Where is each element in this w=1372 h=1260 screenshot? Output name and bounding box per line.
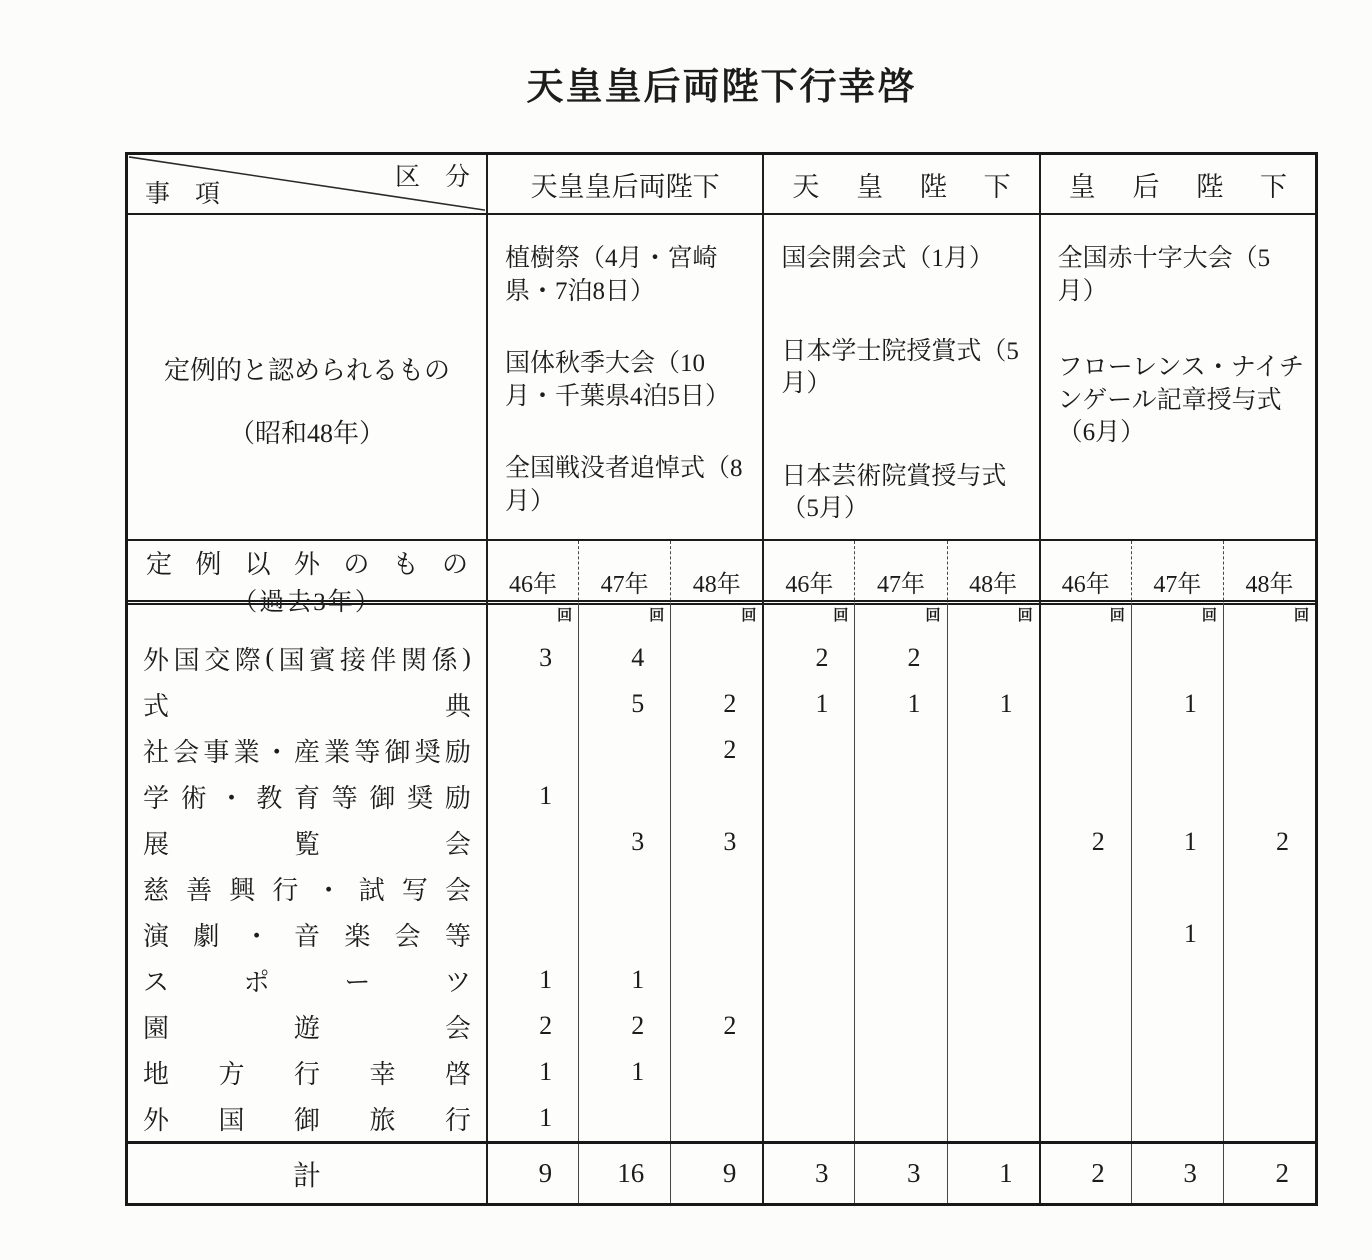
count-cell xyxy=(764,773,854,819)
diagonal-header-cell xyxy=(128,155,486,213)
count-cell: 1 xyxy=(539,1057,553,1086)
count-cell xyxy=(855,819,946,865)
count-cell xyxy=(1224,773,1315,819)
events-emperor xyxy=(762,215,1038,586)
events-both-majesties xyxy=(486,215,762,586)
row-label: 学 術 ・ 教 育 等 御 奨 励 xyxy=(143,783,471,813)
year-data-column xyxy=(854,605,946,1141)
count-cell xyxy=(764,1003,854,1049)
row-label: 演 劇 ・ 音 楽 会 等 xyxy=(143,921,471,951)
event-item: 国体秋季大会（10月・千葉県4泊5日） xyxy=(505,350,731,410)
year-data-column xyxy=(486,605,578,1141)
year-header: 48年 xyxy=(1223,541,1315,621)
count-cell xyxy=(579,727,670,773)
count-cell: 2 xyxy=(907,643,921,672)
unit-marker: 回 xyxy=(1109,608,1125,624)
nonregular-label: 定 例 以 外 の も の xyxy=(146,550,468,579)
event-item: 全国戦没者追悼式（8月） xyxy=(505,455,743,515)
unit-marker: 回 xyxy=(1017,608,1033,624)
unit-marker: 回 xyxy=(1201,608,1217,624)
imperial-visits-table xyxy=(125,152,1318,1206)
count-cell xyxy=(1041,773,1131,819)
count-cell xyxy=(948,773,1039,819)
year-header: 48年 xyxy=(947,541,1039,621)
count-cell xyxy=(1132,727,1223,773)
year-header: 48年 xyxy=(670,541,762,621)
count-cell: 1 xyxy=(1183,689,1197,718)
event-item: 植樹祭（4月・宮崎県・7泊8日） xyxy=(505,245,718,305)
count-cell xyxy=(1132,865,1223,911)
count-cell xyxy=(671,957,762,1003)
regular-events-label: 定例的と認められるもの xyxy=(163,356,450,386)
row-label: 地 方 行 幸 啓 xyxy=(143,1059,471,1089)
event-item: 国会開会式（1月） xyxy=(781,245,994,272)
unit-marker: 回 xyxy=(649,608,665,624)
totals-row xyxy=(128,1141,1315,1203)
count-cell xyxy=(855,911,946,957)
count-cell xyxy=(1224,681,1315,727)
header-item-label: 事 項 xyxy=(145,181,221,208)
header-category-label: 区 分 xyxy=(394,164,470,191)
count-cell xyxy=(671,635,762,681)
count-cell xyxy=(1132,1003,1223,1049)
count-cell xyxy=(579,865,670,911)
counts-grid xyxy=(128,605,1315,1141)
year-header: 47年 xyxy=(578,541,670,621)
count-cell xyxy=(855,773,946,819)
year-header: 46年 xyxy=(1039,541,1131,621)
events-empress xyxy=(1039,215,1315,586)
total-value: 1 xyxy=(947,1144,1039,1203)
count-cell xyxy=(948,865,1039,911)
total-value: 9 xyxy=(670,1144,762,1203)
count-cell xyxy=(948,635,1039,681)
row-label: 社 会 事 業 ・ 産 業 等 御 奨 励 xyxy=(143,737,471,767)
total-value: 16 xyxy=(578,1144,670,1203)
count-cell xyxy=(1224,635,1315,681)
count-cell xyxy=(855,1003,946,1049)
count-cell xyxy=(764,911,854,957)
count-cell xyxy=(488,819,578,865)
regular-events-row xyxy=(128,215,1315,541)
event-item: 全国赤十字大会（5月） xyxy=(1057,245,1271,305)
total-value: 9 xyxy=(486,1144,578,1203)
year-data-column xyxy=(1039,605,1131,1141)
regular-events-year: （昭和48年） xyxy=(228,419,385,449)
count-cell xyxy=(579,773,670,819)
year-data-column xyxy=(1223,605,1315,1141)
total-label: 計 xyxy=(292,1160,321,1192)
count-cell: 1 xyxy=(907,689,921,718)
total-value: 2 xyxy=(1223,1144,1315,1203)
count-cell xyxy=(671,865,762,911)
count-cell xyxy=(948,819,1039,865)
count-cell xyxy=(1224,1049,1315,1095)
count-cell xyxy=(855,727,946,773)
count-cell: 2 xyxy=(539,1011,553,1040)
row-labels-column xyxy=(128,605,486,1141)
nonregular-header-row xyxy=(128,541,1315,616)
count-cell xyxy=(1132,1095,1223,1141)
count-cell: 3 xyxy=(631,827,645,856)
count-cell xyxy=(1132,773,1223,819)
event-item: フローレンス・ナイチンゲール記章授与式（6月） xyxy=(1057,354,1305,446)
count-cell xyxy=(1132,635,1223,681)
count-cell xyxy=(1224,727,1315,773)
count-cell xyxy=(1041,911,1131,957)
count-cell xyxy=(1041,727,1131,773)
row-label: 外 国 御 旅 行 xyxy=(143,1105,471,1135)
count-cell xyxy=(855,865,946,911)
unit-row-spacer xyxy=(128,605,486,635)
count-cell xyxy=(671,773,762,819)
row-label: 園 遊 会 xyxy=(143,1013,471,1043)
count-cell xyxy=(948,957,1039,1003)
total-value: 3 xyxy=(854,1144,946,1203)
year-header: 47年 xyxy=(1131,541,1223,621)
unit-marker: 回 xyxy=(925,608,941,624)
count-cell xyxy=(948,727,1039,773)
count-cell: 3 xyxy=(723,827,737,856)
count-cell xyxy=(1224,957,1315,1003)
count-cell xyxy=(764,727,854,773)
row-label: ス ポ ー ツ xyxy=(143,967,471,997)
count-cell: 2 xyxy=(1276,827,1289,856)
unit-marker: 回 xyxy=(1293,608,1309,624)
count-cell: 2 xyxy=(1091,827,1105,856)
year-data-column xyxy=(578,605,670,1141)
count-cell xyxy=(948,1049,1039,1095)
count-cell xyxy=(1041,635,1131,681)
count-cell xyxy=(1041,957,1131,1003)
count-cell xyxy=(948,1003,1039,1049)
nonregular-sublabel: （過去3年） xyxy=(232,589,382,616)
count-cell: 1 xyxy=(539,781,553,810)
year-data-column xyxy=(947,605,1039,1141)
year-data-column xyxy=(670,605,762,1141)
year-data-column xyxy=(1131,605,1223,1141)
count-cell xyxy=(1224,911,1315,957)
total-value: 3 xyxy=(762,1144,854,1203)
count-cell: 3 xyxy=(539,643,553,672)
count-cell xyxy=(764,957,854,1003)
document-page xyxy=(125,0,1318,1206)
count-cell xyxy=(579,1095,670,1141)
count-cell xyxy=(764,819,854,865)
count-cell xyxy=(671,911,762,957)
count-cell xyxy=(1224,1003,1315,1049)
count-cell xyxy=(764,865,854,911)
total-value: 2 xyxy=(1039,1144,1131,1203)
year-data-column xyxy=(762,605,854,1141)
count-cell: 5 xyxy=(631,689,645,718)
count-cell: 1 xyxy=(539,1103,553,1132)
count-cell xyxy=(579,911,670,957)
count-cell xyxy=(671,1095,762,1141)
count-cell xyxy=(855,1095,946,1141)
count-cell xyxy=(1224,1095,1315,1141)
unit-marker: 回 xyxy=(557,608,573,624)
count-cell: 2 xyxy=(723,689,737,718)
column-group-both-majesties: 天皇皇后両陛下 xyxy=(486,155,762,213)
year-header: 46年 xyxy=(762,541,854,621)
count-cell xyxy=(1224,865,1315,911)
page-title: 天皇皇后両陛下行幸啓 xyxy=(526,67,917,108)
year-header: 47年 xyxy=(854,541,946,621)
count-cell: 2 xyxy=(723,735,737,764)
row-label: 慈 善 興 行 ・ 試 写 会 xyxy=(143,875,471,905)
count-cell xyxy=(1041,681,1131,727)
count-cell: 1 xyxy=(631,1057,645,1086)
event-item: 日本芸術院賞授与式（5月） xyxy=(781,462,1007,522)
count-cell xyxy=(488,865,578,911)
regular-events-header-cell xyxy=(128,215,486,586)
count-cell: 2 xyxy=(631,1011,645,1040)
count-cell xyxy=(1041,1003,1131,1049)
row-label: 外 国 交 際 ( 国 賓 接 伴 関 係 ) xyxy=(143,643,471,675)
count-cell: 2 xyxy=(815,643,829,672)
count-cell: 1 xyxy=(1183,827,1197,856)
count-cell xyxy=(488,727,578,773)
count-cell: 2 xyxy=(723,1011,737,1040)
count-cell: 1 xyxy=(539,965,553,994)
count-cell xyxy=(1041,1095,1131,1141)
count-cell xyxy=(855,957,946,1003)
count-cell xyxy=(1132,957,1223,1003)
count-cell: 1 xyxy=(631,965,645,994)
column-group-emperor: 天 皇 陛 下 xyxy=(762,155,1038,213)
count-cell: 1 xyxy=(1183,919,1197,948)
count-cell xyxy=(948,911,1039,957)
count-cell xyxy=(764,1095,854,1141)
count-cell: 1 xyxy=(815,689,829,718)
row-label: 式 典 xyxy=(143,691,471,721)
unit-marker: 回 xyxy=(833,608,849,624)
count-cell: 4 xyxy=(631,643,645,672)
count-cell: 1 xyxy=(999,689,1013,718)
count-cell xyxy=(488,681,578,727)
unit-marker: 回 xyxy=(741,608,757,624)
event-item: 日本学士院授賞式（5月） xyxy=(781,337,1019,397)
count-cell xyxy=(948,1095,1039,1141)
count-cell xyxy=(855,1049,946,1095)
count-cell xyxy=(1041,1049,1131,1095)
count-cell xyxy=(764,1049,854,1095)
count-cell xyxy=(671,1049,762,1095)
count-cell xyxy=(488,911,578,957)
column-group-empress: 皇 后 陛 下 xyxy=(1039,155,1315,213)
count-cell xyxy=(1132,1049,1223,1095)
table-header-row xyxy=(128,155,1315,215)
total-value: 3 xyxy=(1131,1144,1223,1203)
count-cell xyxy=(1041,865,1131,911)
row-label: 展 覧 会 xyxy=(143,829,471,859)
year-header: 46年 xyxy=(486,541,578,621)
